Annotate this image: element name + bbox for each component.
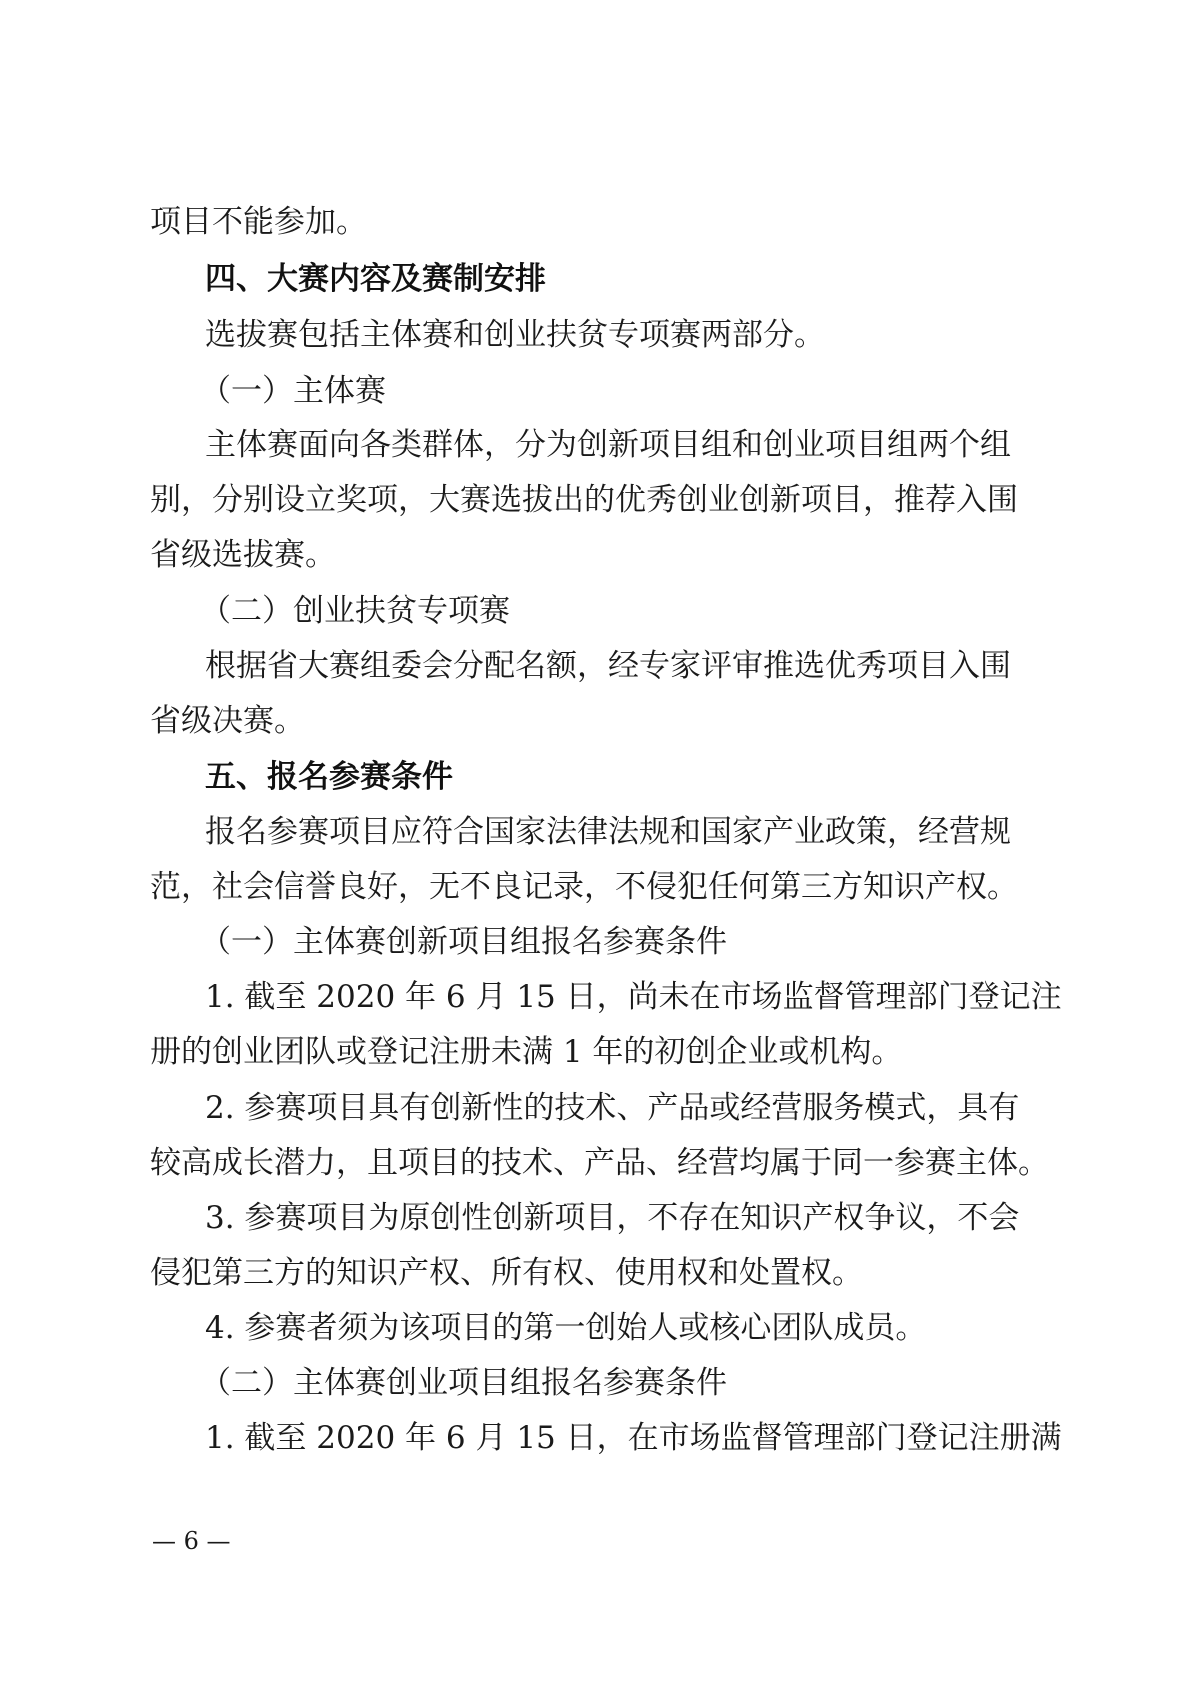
paragraph-line-continuation: 项目不能参加。 [150,204,367,240]
list-item-line: 3. 参赛项目为原创性创新项目，不存在知识产权争议，不会 [205,1200,1020,1236]
paragraph-line: 省级决赛。 [150,703,305,739]
paragraph-line: 选拔赛包括主体赛和创业扶贫专项赛两部分。 [205,317,825,353]
page-number: — 6 — [152,1527,231,1555]
paragraph-line: 报名参赛项目应符合国家法律法规和国家产业政策，经营规 [205,814,1011,850]
paragraph-line: 范，社会信誉良好，无不良记录，不侵犯任何第三方知识产权。 [150,869,1018,905]
section-heading-registration-conditions: 五、报名参赛条件 [205,759,453,795]
subsection-heading-innovation-group: （一）主体赛创新项目组报名参赛条件 [200,924,727,960]
paragraph-line: 别，分别设立奖项，大赛选拔出的优秀创业创新项目，推荐入围 [150,482,1018,518]
list-item-line: 1. 截至 2020 年 6 月 15 日，尚未在市场监督管理部门登记注 [205,979,1062,1015]
subsection-heading-startup-group: （二）主体赛创业项目组报名参赛条件 [200,1365,727,1401]
subsection-heading-poverty-contest: （二）创业扶贫专项赛 [200,593,510,629]
subsection-heading-main-contest: （一）主体赛 [200,373,386,409]
list-item-line: 较高成长潜力，且项目的技术、产品、经营均属于同一参赛主体。 [150,1145,1049,1181]
paragraph-line: 省级选拔赛。 [150,537,336,573]
paragraph-line: 根据省大赛组委会分配名额，经专家评审推选优秀项目入围 [205,648,1011,684]
list-item-line: 4. 参赛者须为该项目的第一创始人或核心团队成员。 [205,1310,927,1346]
list-item-line: 2. 参赛项目具有创新性的技术、产品或经营服务模式，具有 [205,1090,1020,1126]
list-item-line: 1. 截至 2020 年 6 月 15 日，在市场监督管理部门登记注册满 [205,1420,1062,1456]
section-heading-contest-content: 四、大赛内容及赛制安排 [205,261,546,297]
list-item-line: 侵犯第三方的知识产权、所有权、使用权和处置权。 [150,1255,863,1291]
paragraph-line: 主体赛面向各类群体，分为创新项目组和创业项目组两个组 [205,427,1011,463]
list-item-line: 册的创业团队或登记注册未满 1 年的初创企业或机构。 [150,1034,903,1070]
